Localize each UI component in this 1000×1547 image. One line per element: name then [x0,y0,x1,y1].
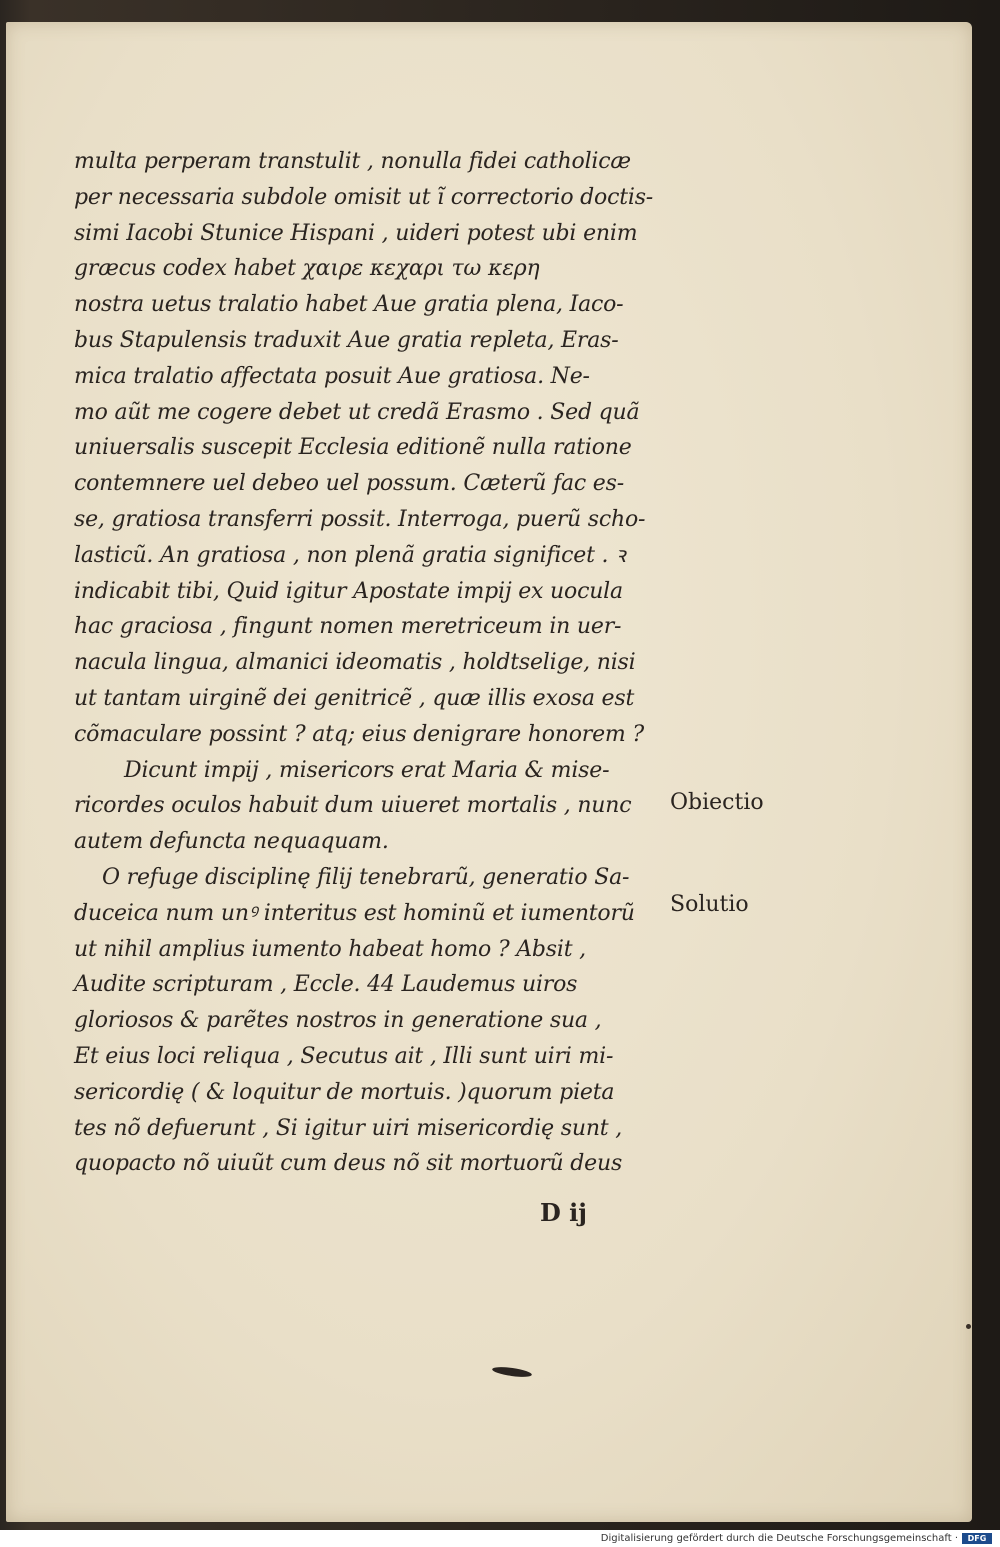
text-line: gloriosos & parẽtes nostros in generatione sua , [74,1008,602,1034]
marginal-note-solutio: Solutio [670,892,749,917]
text-line: sericordię ( & loquitur de mortuis. )quorum pieta [74,1079,615,1105]
text-line: multa perperam transtulit , nonulla fidei catholicæ [74,149,631,174]
text-line: mica tralatio affectata posuit Aue gratiosa. Ne- [74,363,590,389]
text-line: hac graciosa , fingunt nomen meretriceum in uer- [74,614,622,640]
text-line: mo aũt me cogere debet ut credã Erasmo . Sed quã [74,399,640,425]
text-line: simi Iacobi Stunice Hispani , uideri potest ubi enim [74,220,638,246]
body-text [74,144,674,1182]
text-line: tes nõ defuerunt , Si igitur uiri misericordię sunt , [74,1115,623,1141]
text-line: ricordes oculos habuit dum uiueret mortalis , nunc [74,793,632,819]
text-line: indicabit tibi, Quid igitur Apostate impij ex uocula [74,578,623,604]
footer-credit: Digitalisierung gefördert durch die Deutsche Forschungsgemeinschaft · [600,1533,958,1544]
text-line: græcus codex habet χαιρε κεχαρι τω κερη [74,256,540,282]
text-line: ut tantam uirginẽ dei genitricẽ , quæ illis exosa est [74,685,635,711]
marginal-note-obiectio: Obiectio [670,790,764,815]
text-line: O refuge disciplinę filij tenebrarũ, generatio Sa- [102,864,630,890]
text-line: quopacto nõ uiuũt cum deus nõ sit mortuorũ deus [74,1151,623,1177]
dfg-logo: DFG [962,1533,992,1544]
signature-mark: D ij [540,1198,587,1227]
text-line: Audite scripturam , Eccle. 44 Laudemus uiros [74,972,578,998]
text-line: autem defuncta nequaquam. [74,829,389,855]
text-line: lasticũ. An gratiosa , non plenã gratia significet . ꝛ [74,542,626,568]
ink-blot [492,1365,533,1378]
book-page [6,22,972,1522]
text-line: uniuersalis suscepit Ecclesia editionẽ nulla ratione [74,435,632,461]
text-line: ut nihil amplius iumento habeat homo ? Absit , [74,936,586,962]
text-line: contemnere uel debeo uel possum. Cæterũ fac es- [74,471,624,497]
text-line: nostra uetus tralatio habet Aue gratia plena, Iaco- [74,292,624,318]
ink-dot [966,1324,971,1329]
text-line: Dicunt impij , misericors erat Maria & mise- [124,757,610,783]
text-line: Et eius loci reliqua , Secutus ait , Illi sunt uiri mi- [74,1043,614,1069]
text-line: cõmaculare possint ? atq; eius denigrare honorem ? [74,721,644,747]
text-line: per necessaria subdole omisit ut ĩ correctorio doctis- [74,184,654,210]
text-line: duceica num unꝰ interitus est hominũ et iumentorũ [74,900,635,926]
text-line: nacula lingua, almanici ideomatis , holdtselige, nisi [74,650,636,676]
text-line: bus Stapulensis traduxit Aue gratia repleta, Eras- [74,327,619,353]
text-line: se, gratiosa transferri possit. Interroga, puerũ scho- [74,506,646,532]
